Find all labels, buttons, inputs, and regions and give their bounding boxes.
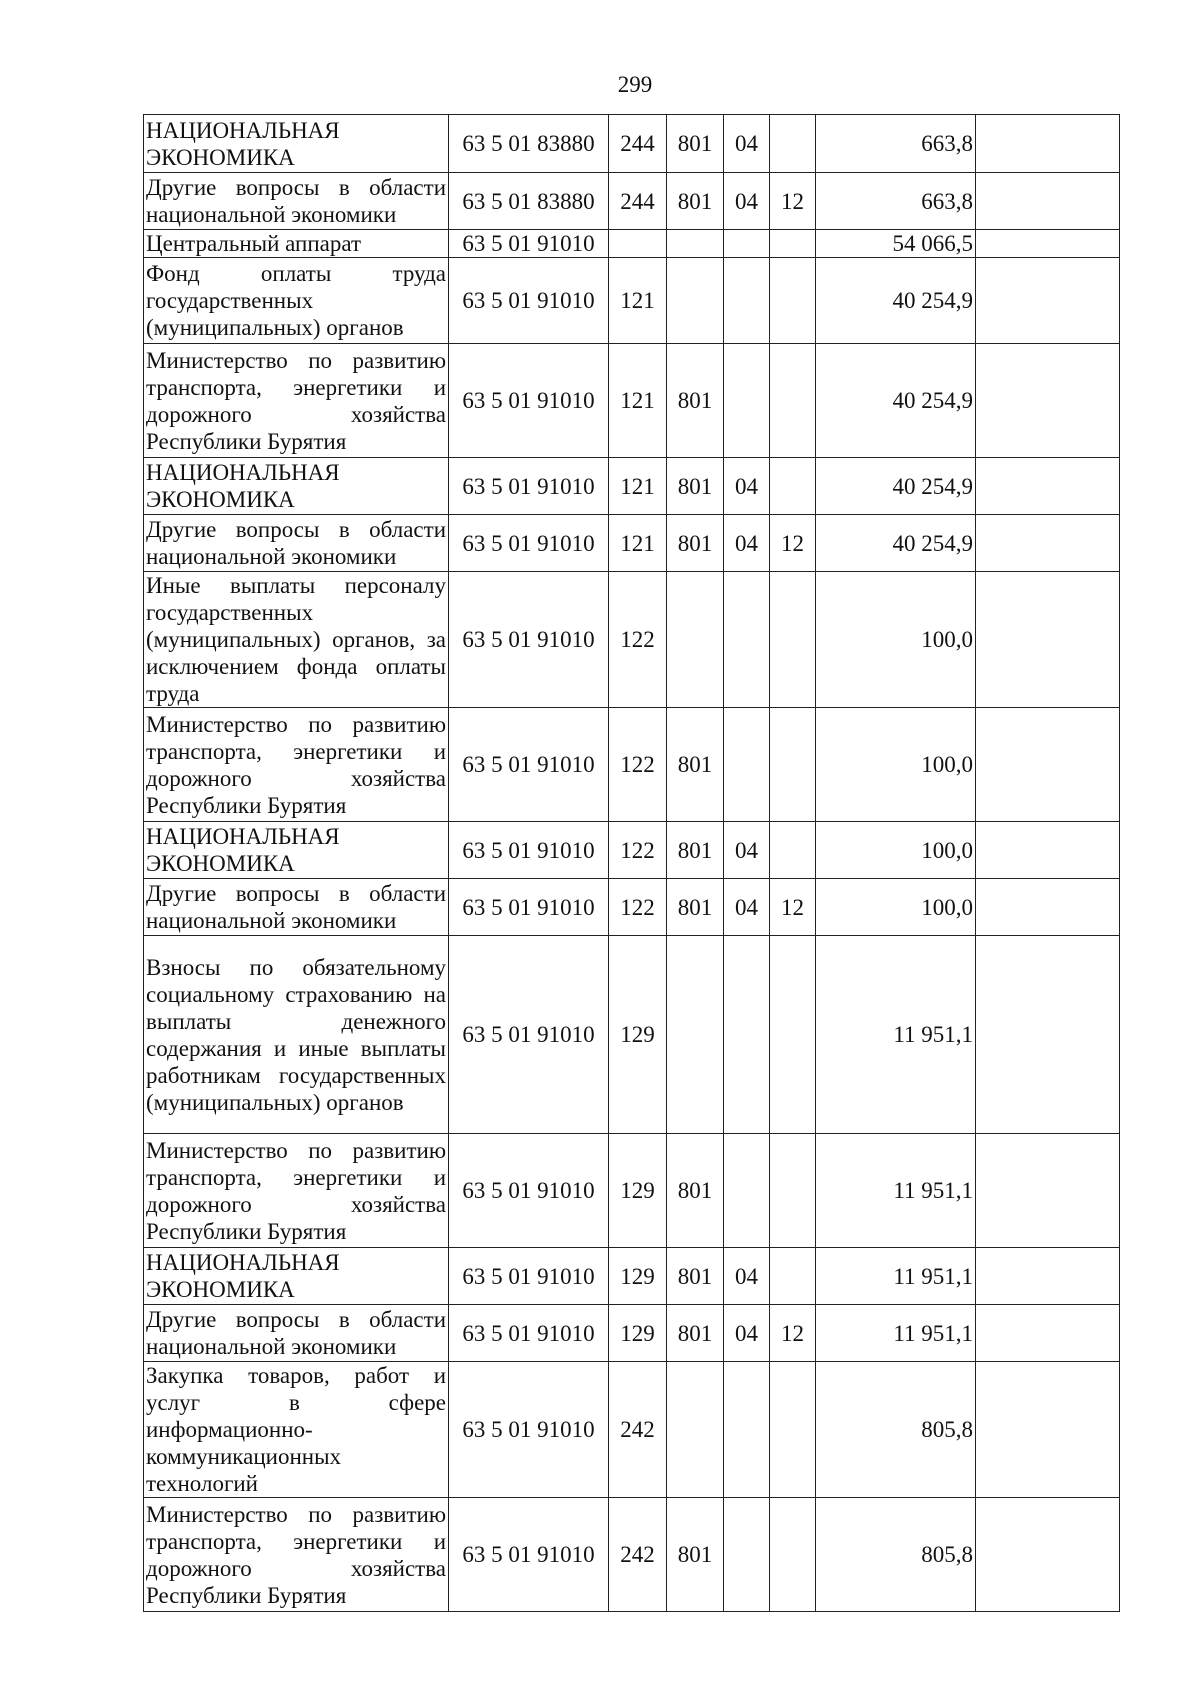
table-row	[144, 1248, 1120, 1305]
administrator-code: 801	[667, 1248, 724, 1305]
expense-type-code: 122	[609, 822, 667, 879]
empty-cell	[976, 115, 1120, 173]
target-article-code: 63 5 01 91010	[449, 1248, 609, 1305]
target-article-code: 63 5 01 91010	[449, 936, 609, 1134]
table-row	[144, 515, 1120, 572]
administrator-code: 801	[667, 1305, 724, 1362]
target-article-code: 63 5 01 91010	[449, 515, 609, 572]
expense-type-code: 244	[609, 173, 667, 230]
expense-type-code: 121	[609, 515, 667, 572]
table-row	[144, 1134, 1120, 1248]
row-description: Другие вопросы в области национальной экономики	[144, 879, 449, 936]
target-article-code: 63 5 01 91010	[449, 344, 609, 458]
empty-cell	[976, 230, 1120, 258]
amount-value: 100,0	[816, 572, 976, 708]
empty-cell	[976, 708, 1120, 822]
administrator-code: 801	[667, 115, 724, 173]
subsection-code: 12	[770, 173, 816, 230]
target-article-code: 63 5 01 83880	[449, 115, 609, 173]
subsection-code	[770, 1134, 816, 1248]
administrator-code	[667, 936, 724, 1134]
empty-cell	[976, 458, 1120, 515]
administrator-code: 801	[667, 879, 724, 936]
row-description: НАЦИОНАЛЬНАЯ ЭКОНОМИКА	[144, 822, 449, 879]
target-article-code: 63 5 01 91010	[449, 708, 609, 822]
section-code	[724, 258, 770, 344]
table-row	[144, 458, 1120, 515]
target-article-code: 63 5 01 91010	[449, 1362, 609, 1498]
expense-type-code: 242	[609, 1362, 667, 1498]
subsection-code	[770, 258, 816, 344]
administrator-code: 801	[667, 515, 724, 572]
empty-cell	[976, 173, 1120, 230]
section-code	[724, 230, 770, 258]
amount-value: 40 254,9	[816, 515, 976, 572]
expense-type-code: 121	[609, 344, 667, 458]
expense-type-code: 129	[609, 1248, 667, 1305]
section-code	[724, 1362, 770, 1498]
amount-value: 11 951,1	[816, 1134, 976, 1248]
empty-cell	[976, 1498, 1120, 1612]
row-description: Другие вопросы в области национальной экономики	[144, 173, 449, 230]
empty-cell	[976, 1362, 1120, 1498]
expense-type-code: 244	[609, 115, 667, 173]
empty-cell	[976, 572, 1120, 708]
row-description: Министерство по развитию транспорта, энергетики и дорожного хозяйства Республики Бурятия	[144, 1498, 449, 1612]
subsection-code	[770, 344, 816, 458]
expense-type-code: 242	[609, 1498, 667, 1612]
target-article-code: 63 5 01 91010	[449, 1305, 609, 1362]
amount-value: 100,0	[816, 879, 976, 936]
administrator-code: 801	[667, 458, 724, 515]
amount-value: 100,0	[816, 822, 976, 879]
target-article-code: 63 5 01 83880	[449, 173, 609, 230]
row-description: Министерство по развитию транспорта, энергетики и дорожного хозяйства Республики Бурятия	[144, 708, 449, 822]
amount-value: 40 254,9	[816, 344, 976, 458]
target-article-code: 63 5 01 91010	[449, 572, 609, 708]
amount-value: 805,8	[816, 1498, 976, 1612]
row-description: Взносы по обязательному социальному страхованию на выплаты денежного содержания и иные выплаты работникам государственных (муниципальных) органов	[144, 936, 449, 1134]
expense-type-code: 129	[609, 936, 667, 1134]
row-description: Фонд оплаты труда государственных (муниципальных) органов	[144, 258, 449, 344]
subsection-code	[770, 572, 816, 708]
subsection-code: 12	[770, 515, 816, 572]
empty-cell	[976, 515, 1120, 572]
row-description: НАЦИОНАЛЬНАЯ ЭКОНОМИКА	[144, 1248, 449, 1305]
table-row	[144, 879, 1120, 936]
subsection-code	[770, 1248, 816, 1305]
subsection-code	[770, 458, 816, 515]
target-article-code: 63 5 01 91010	[449, 230, 609, 258]
amount-value: 54 066,5	[816, 230, 976, 258]
section-code: 04	[724, 515, 770, 572]
expense-type-code: 121	[609, 258, 667, 344]
table-row	[144, 822, 1120, 879]
administrator-code: 801	[667, 708, 724, 822]
section-code	[724, 572, 770, 708]
expense-type-code	[609, 230, 667, 258]
subsection-code	[770, 115, 816, 173]
row-description: Другие вопросы в области национальной экономики	[144, 1305, 449, 1362]
expense-type-code: 129	[609, 1305, 667, 1362]
table-row	[144, 708, 1120, 822]
section-code: 04	[724, 822, 770, 879]
table-row	[144, 230, 1120, 258]
subsection-code	[770, 936, 816, 1134]
section-code	[724, 1134, 770, 1248]
target-article-code: 63 5 01 91010	[449, 822, 609, 879]
table-row	[144, 173, 1120, 230]
administrator-code	[667, 230, 724, 258]
administrator-code: 801	[667, 822, 724, 879]
target-article-code: 63 5 01 91010	[449, 1498, 609, 1612]
row-description: НАЦИОНАЛЬНАЯ ЭКОНОМИКА	[144, 115, 449, 173]
section-code: 04	[724, 879, 770, 936]
row-description: Центральный аппарат	[144, 230, 449, 258]
administrator-code	[667, 572, 724, 708]
subsection-code	[770, 822, 816, 879]
administrator-code: 801	[667, 344, 724, 458]
table-row	[144, 1305, 1120, 1362]
expense-type-code: 122	[609, 572, 667, 708]
budget-table	[143, 114, 1120, 1612]
subsection-code	[770, 1498, 816, 1612]
amount-value: 100,0	[816, 708, 976, 822]
table-body	[144, 115, 1120, 1612]
empty-cell	[976, 1134, 1120, 1248]
section-code: 04	[724, 173, 770, 230]
row-description: Министерство по развитию транспорта, энергетики и дорожного хозяйства Республики Бурятия	[144, 344, 449, 458]
row-description: Министерство по развитию транспорта, энергетики и дорожного хозяйства Республики Бурятия	[144, 1134, 449, 1248]
empty-cell	[976, 344, 1120, 458]
expense-type-code: 121	[609, 458, 667, 515]
subsection-code: 12	[770, 1305, 816, 1362]
subsection-code	[770, 1362, 816, 1498]
row-description: Другие вопросы в области национальной экономики	[144, 515, 449, 572]
amount-value: 40 254,9	[816, 458, 976, 515]
table-row	[144, 1362, 1120, 1498]
amount-value: 11 951,1	[816, 936, 976, 1134]
section-code	[724, 936, 770, 1134]
administrator-code: 801	[667, 173, 724, 230]
amount-value: 40 254,9	[816, 258, 976, 344]
page-number: 299	[617, 72, 653, 97]
table-row	[144, 1498, 1120, 1612]
table-row	[144, 115, 1120, 173]
row-description: Иные выплаты персоналу государственных (муниципальных) органов, за исключением фонда оплаты труда	[144, 572, 449, 708]
row-description: НАЦИОНАЛЬНАЯ ЭКОНОМИКА	[144, 458, 449, 515]
table-row	[144, 936, 1120, 1134]
empty-cell	[976, 1248, 1120, 1305]
target-article-code: 63 5 01 91010	[449, 1134, 609, 1248]
administrator-code	[667, 1362, 724, 1498]
empty-cell	[976, 936, 1120, 1134]
administrator-code: 801	[667, 1134, 724, 1248]
expense-type-code: 122	[609, 879, 667, 936]
target-article-code: 63 5 01 91010	[449, 258, 609, 344]
amount-value: 805,8	[816, 1362, 976, 1498]
section-code: 04	[724, 458, 770, 515]
target-article-code: 63 5 01 91010	[449, 458, 609, 515]
target-article-code: 63 5 01 91010	[449, 879, 609, 936]
section-code: 04	[724, 1248, 770, 1305]
section-code: 04	[724, 1305, 770, 1362]
expense-type-code: 129	[609, 1134, 667, 1248]
expense-type-code: 122	[609, 708, 667, 822]
section-code	[724, 708, 770, 822]
empty-cell	[976, 258, 1120, 344]
amount-value: 663,8	[816, 173, 976, 230]
empty-cell	[976, 822, 1120, 879]
section-code	[724, 344, 770, 458]
row-description: Закупка товаров, работ и услуг в сфере информационно-коммуникационных технологий	[144, 1362, 449, 1498]
empty-cell	[976, 879, 1120, 936]
table-row	[144, 344, 1120, 458]
empty-cell	[976, 1305, 1120, 1362]
amount-value: 11 951,1	[816, 1305, 976, 1362]
subsection-code	[770, 230, 816, 258]
table-row	[144, 572, 1120, 708]
section-code: 04	[724, 115, 770, 173]
amount-value: 11 951,1	[816, 1248, 976, 1305]
administrator-code	[667, 258, 724, 344]
subsection-code: 12	[770, 879, 816, 936]
subsection-code	[770, 708, 816, 822]
section-code	[724, 1498, 770, 1612]
amount-value: 663,8	[816, 115, 976, 173]
administrator-code: 801	[667, 1498, 724, 1612]
table-row	[144, 258, 1120, 344]
